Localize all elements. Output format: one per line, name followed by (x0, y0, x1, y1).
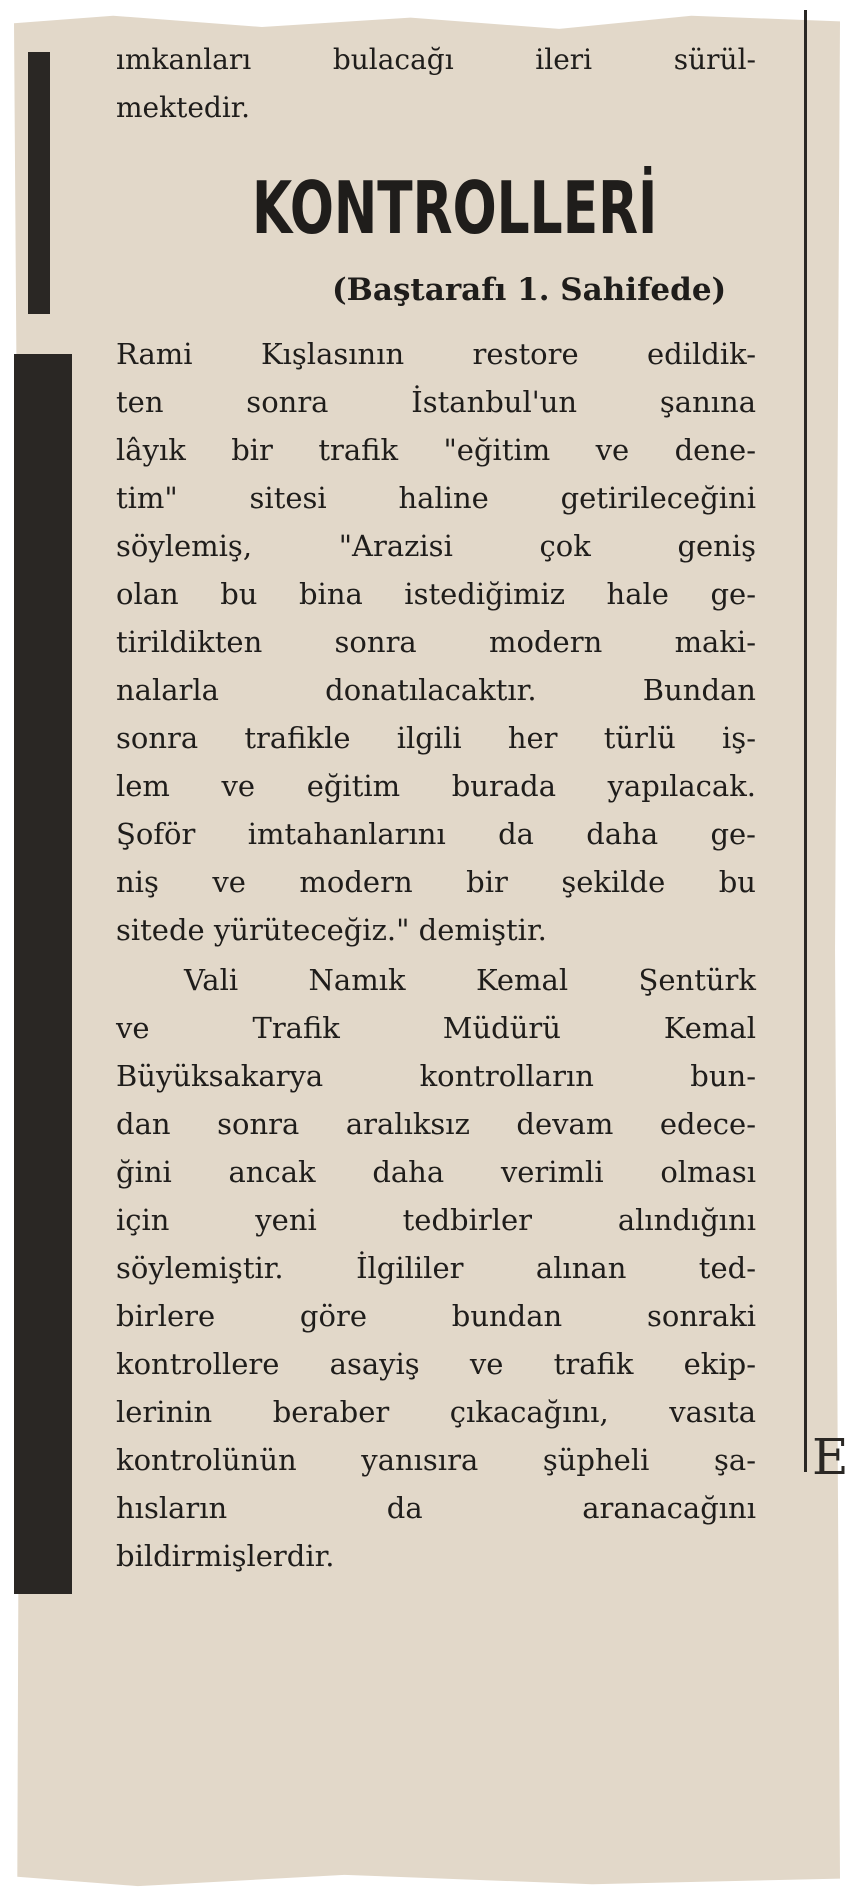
text-line: Büyüksakarya kontrolların bun- (116, 1059, 756, 1093)
text-line: Şoför imtahanlarını da daha ge- (116, 817, 756, 851)
text-line: kontrolünün yanısıra şüpheli şa- (116, 1443, 756, 1477)
article-body (116, 330, 756, 1580)
text-line: söylemiştir. İlgililer alınan ted- (116, 1251, 756, 1285)
text-line: lerinin beraber çıkacağını, vasıta (116, 1395, 756, 1429)
text-line: Vali Namık Kemal Şentürk (184, 963, 756, 997)
previous-article-ending (116, 36, 756, 132)
text-line: ve Trafik Müdürü Kemal (116, 1011, 756, 1045)
text-line: sonra trafikle ilgili her türlü iş- (116, 721, 756, 755)
paragraph-1 (116, 330, 756, 954)
text-line: birlere göre bundan sonraki (116, 1299, 756, 1333)
paragraph-2 (116, 956, 756, 1580)
page-reference: (Baştarafı 1. Sahifede) (332, 272, 727, 308)
text-line: niş ve modern bir şekilde bu (116, 865, 756, 899)
text-line: tirildikten sonra modern maki- (116, 625, 756, 659)
text-line: ımkanları bulacağı ileri sürül- (116, 43, 756, 76)
text-line: söylemiş, "Arazisi çok geniş (116, 529, 756, 563)
column-rule-top (28, 52, 50, 314)
text-line: ten sonra İstanbul'un şanına (116, 385, 756, 419)
text-line: nalarla donatılacaktır. Bundan (116, 673, 756, 707)
text-line: hısların da aranacağını (116, 1491, 756, 1525)
text-line: dan sonra aralıksız devam edece- (116, 1107, 756, 1141)
text-line: olan bu bina istediğimiz hale ge- (116, 577, 756, 611)
column-rule-right (804, 10, 807, 1472)
text-line: bildirmişlerdir. (116, 1539, 335, 1573)
text-line: kontrollere asayiş ve trafik ekip- (116, 1347, 756, 1381)
text-line: için yeni tedbirler alındığını (116, 1203, 756, 1237)
text-line: sitede yürüteceğiz." demiştir. (116, 913, 547, 947)
text-line: mektedir. (116, 91, 250, 124)
text-line: lem ve eğitim burada yapılacak. (116, 769, 756, 803)
text-line: tim" sitesi haline getirileceğini (116, 481, 756, 515)
adjacent-column-fragment: E (812, 1428, 849, 1486)
text-line: ğini ancak daha verimli olması (116, 1155, 756, 1189)
text-line: Rami Kışlasının restore edildik- (116, 337, 756, 371)
text-line: lâyık bir trafik "eğitim ve dene- (116, 433, 756, 467)
article-headline: KONTROLLERİ (252, 166, 658, 250)
column-rule-left (14, 354, 72, 1594)
